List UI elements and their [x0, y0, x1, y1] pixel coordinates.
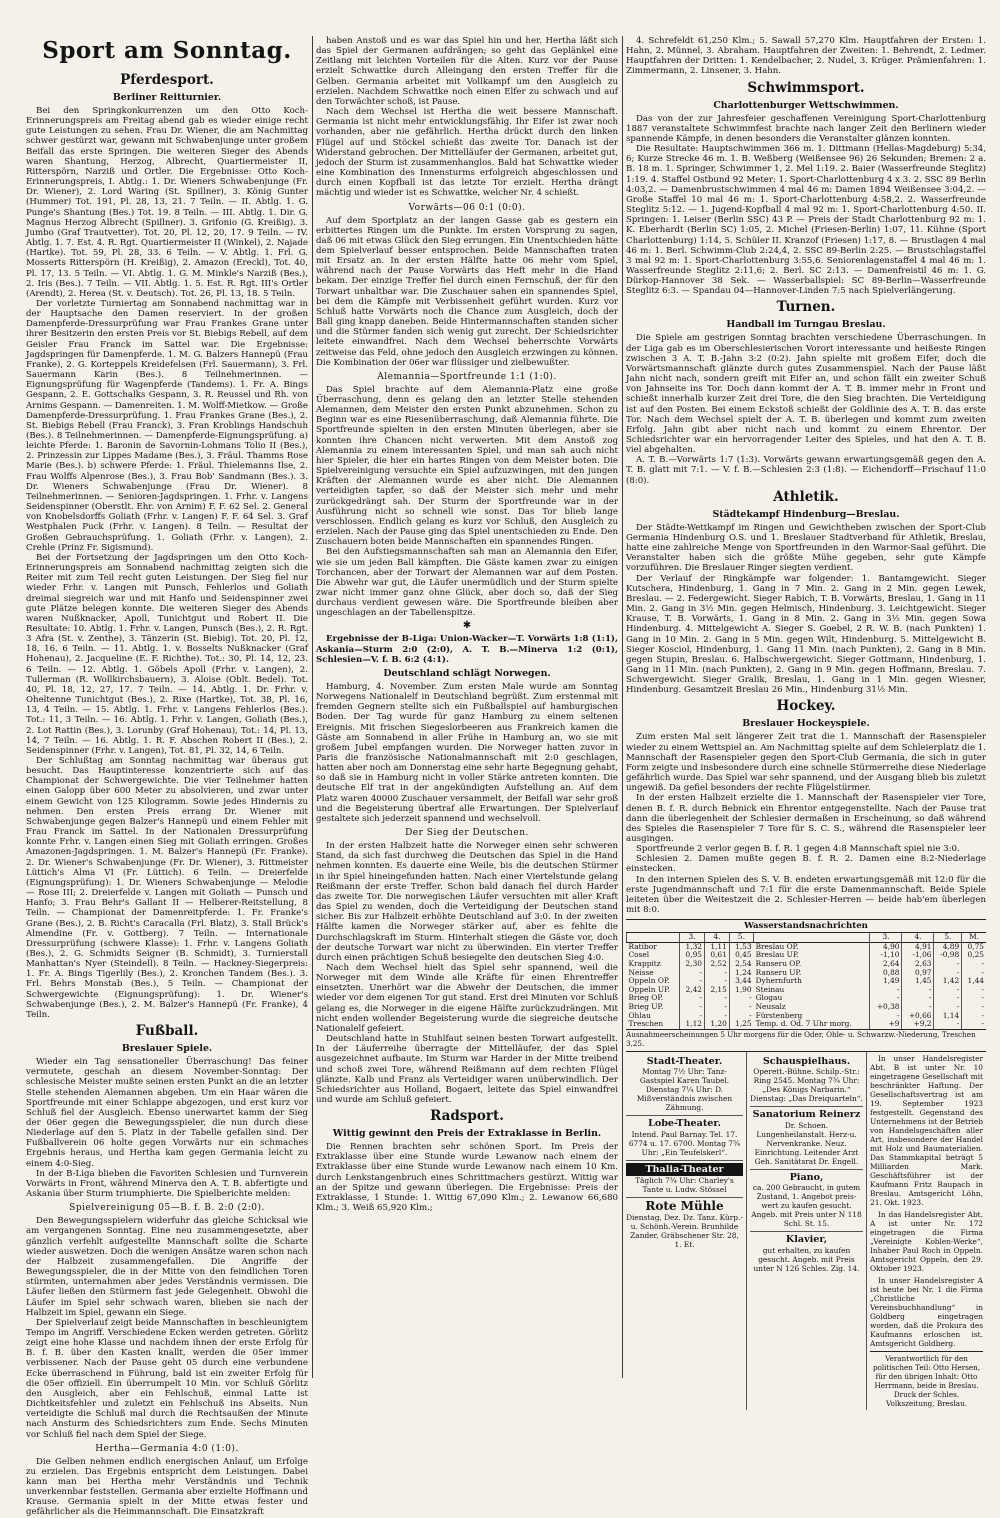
- subheading-sieg: Der Sieg der Deutschen.: [405, 828, 529, 839]
- section-heading-hockey: Hockey.: [776, 698, 836, 715]
- water-value: -: [934, 1020, 962, 1029]
- section-heading-turnen: Turnen.: [776, 299, 836, 316]
- ad-body: Operett.-Bühne. Schilp.-Str.: Ring 2545. Montag 7¾ Uhr: „Des Königs Narbarin.“ Dienstag: „Das Dreiquarteln“.: [750, 1067, 863, 1104]
- article-paragraph: Deutschland hatte in Stuhlfaut seinen besten Torwart aufgestellt. In der Läuferreihe überragte der Mittelläufer, der das Spiel ausgezeichnet aufbaute. Im Sturm war Harder in der Mitte treibend und schoß zwei Tore, während Reißmann auf dem rechten Flügel glänzte. Kalb und Franz als Verteidiger waren unüberwindlich. Der Schiedsrichter aus Holland, Bogaert, leitete das Spiel einwandfrei und wurde am Schluß gefeiert.: [316, 1034, 618, 1105]
- columns: [26, 36, 986, 1518]
- water-value: 1,25: [729, 1020, 753, 1029]
- water-value: -: [902, 986, 934, 995]
- ad-title: Lobe-Theater.: [648, 1118, 721, 1130]
- ad-piano[interactable]: [750, 1170, 863, 1233]
- water-station: Treschen: [628, 1019, 664, 1029]
- water-value: 1,90: [729, 986, 753, 995]
- water-value: -: [934, 969, 962, 978]
- water-value: 1,12: [680, 1020, 705, 1029]
- water-station: Oppeln OP.: [628, 976, 670, 986]
- water-value: -: [962, 1003, 986, 1012]
- water-table-title: Wasserstandsnachrichten: [626, 919, 986, 933]
- section-heading-radsport: Radsport.: [430, 1108, 504, 1125]
- water-col-header: 3.: [680, 933, 705, 942]
- ad-title: Stadt-Theater.: [646, 1055, 723, 1067]
- article-paragraph: In der ersten Halbzeit hatte die Norweger einen sehr schweren Stand, da sich fast durchweg die Deutschen das Spiel in die Hand nehmen konnten. Es dauerte eine Weile, bis die deutschen Stürmer in ihr Spiel hineingefunden hatten. Nach einer Viertelstunde gelang Reißmann der erste Treffer. Schon bald danach fiel durch Harder das zweite Tor. Die norwegischen Läufer versuchten mit aller Kraft das Spiel zu wenden, doch die Verteidigung der Deutschen stand sicher. Bis zur Halbzeit erhöhte Deutschland auf 3:0. In der zweiten Hälfte kamen die Norweger stärker auf, aber es fehlte die Durchschlagskraft im Sturm. Hinterhalt stiegen die Gäste vor, doch der deutsche Torwart war nicht zu überwinden. Ein vierter Treffer durch einen prächtigen Schuß besiegelte den deutschen Sieg 4:0.: [316, 841, 618, 963]
- water-value: 1,53: [729, 942, 753, 951]
- water-col-header: 3.: [870, 933, 902, 942]
- water-table-row: [627, 951, 987, 960]
- article-paragraph: Bei den Springkonkurrenzen um den Otto Koch-Erinnerungspreis am Freitag abend gab es wieder einige recht gute Leistungen zu sehen. Frau Dr. Wiener, die am Nachmittag schwer gestürzt war, gewann mit Schwabenjunge unter großem Beifall das erste Springen. Die weiteren Sieger des Abends waren Shantung, Herzog, Albrecht, Quartiermeister II, Ritterspörn, Narziß und Ortler. Die Ergebnisse: Otto Koch-Erinnerungspreis, I. Abtlg.: 1. Dr. Wieners Schwabenjunge (Fr. Dr. Wiener), 2. Lord Waring (St. Spillner), 3. König Gunter (Hummer) Tot. 191, Pl. 28, 13, 21. 7 Teiln. — II. Abtlg. 1. G. Punge's Shantung (Bes.) Tot. 19. 8 Teiln. — III. Abtlg. 1. Dir. G. Magnus Herzog Albrecht (Spillner). 3. Grifonio (G. Kreißig). 3. Jumbo (Graf Trautvetter). Tot. 20, Pl. 12, 20, 17. 9 Teiln. — IV. Abtlg. 1. 7. Est. 4. R. Rgt. Quartiermeister II (Winkel), 2. Najade (Hartke). Tot. 59, Pl. 28, 33. 6 Teiln. — V. Abtlg. 1. Frl. G. Mosserts Ritterspörn (H. Kreißig), 2. Amazon (Ereckl), Tot. 40, Pl. 17, 13. 5 Teiln. — VI. Abtlg. 1. G. M. Minkle's Narziß (Bes.), 2. Iris (Bes.). 7 Teiln. — VII. Abtlg. 1. 5. Est. R. Rgt. III's Ortler (Arendt), 2. Herea (St. v. Deutsch). Tot. 26, Pl. 13, 18. 5 Teiln.: [26, 106, 308, 299]
- water-value: +9,2: [902, 1020, 934, 1029]
- ad-title: Sanatorium Reinerz: [752, 1109, 861, 1121]
- water-value: -: [729, 1012, 753, 1021]
- water-station: Cosel: [628, 950, 650, 960]
- section-heading-athletik: Athletik.: [773, 488, 839, 505]
- water-value: -: [962, 1020, 986, 1029]
- ad-title: Rote Mühle: [645, 1199, 724, 1214]
- water-value: -: [680, 1012, 705, 1021]
- article-paragraph: Die Spiele am gestrigen Sonntag brachten verschiedene Überraschungen. In der Liga gab es im Oberschlesierischen Vorort interessante und heißeste Ringen zwischen 3 A. T. B.-Jahn 3:2 (0:2). Jahn spielte mit großem Eifer, doch die Vorwärtsmannschaft glänzte durch gutes Zusammenspiel. Nach der Pause läßt Jahn nicht nach, sondern greift mit Eifer an, und schon fällt ein zweiter Schuß von Jahnseite ins Tor. Doch dann kommt der A. T. B. immer mehr in Front und schießt innerhalb kurzer Zeit drei Tore, die den Sieg brachten. Die Verteidigung ist auf den Posten. Bei einem Eckstoß schießt der Goldlinie des A. T. B. das erste Tor. Nach dem Wechsel spielt der A. T. B. überlegen und kommt zum zweiten Erfolg. Jahn gibt aber nicht nach und kommt zu einem Ehrentor. Der Schiedsrichter war ein hervorragender Leiter des Spieles, und hat den A. T. B. viel abgehalten.: [626, 333, 986, 456]
- legal-notice: In unser Handelsregister A ist heute bei Nr. 1 die Firma „Christliche Vereinsbuchhandlung“ in Goldberg eingetragen worden, daß die Prokura des Kaufmanns erloschen ist. Amtsgericht Goldberg.: [870, 1275, 983, 1348]
- water-level-table: [626, 933, 986, 1029]
- water-value: 0,61: [704, 951, 729, 960]
- water-value: +0,38: [870, 1003, 902, 1012]
- article-paragraph: Bei den Aufstiegsmannschaften sah man an Alemannia den Eifer, wie sie um jeden Ball kämpften. Die Gäste kamen zwar zu einigen Torchancen, aber der Torwart der Alemannen war auf dem Posten. Die Abwehr war gut, die Läufer unermüdlich und der Sturm spielte zwar nicht immer ganz ohne Glück, aber doch so, daß der Sieg durchaus verdient gewesen wäre. Die Sportfreunde bleiben aber ungeschlagen an der Tabellenspitze.: [316, 547, 618, 619]
- ad-body: Montag 7½ Uhr: Tanz-Gastspiel Karen Taubel. Dienstag 7¼ Uhr: D. Mißverständnis zwischen Zähmung.: [636, 1067, 733, 1113]
- subheading-breslauer-spiele: Breslauer Spiele.: [121, 1043, 213, 1055]
- article-paragraph: Der Schlußtag am Sonntag nachmittag war überaus gut besucht. Das Hauptinteresse konzentrierte sich auf das Championat der Schwergewichte. Die vier Teilnehmer hatten einen Galopp über 600 Meter zu absolvieren, und zwar unter einem Gewicht von 125 Kilogramm. Sowie jedes Hindernis zu nehmen. Den ersten Preis errang Dr. Wiener mit Schwabenjunge gegen Balzer's Hannepü und einem Fehler mit Frau Franck im Sattel. In der Nationalen Dressurprüfung konnte Frhr. v. Langen einen Sieg mit Goliath erringen. Großes Amazonen-Jagdspringen. 1. M. Balzer's Hannepü (Fr. Franke). 2. Dr. Wiener's Schwabenjunge (Fr. Dr. Wiener), 3. Rittmeister Lüttich's Alma VI (Fr. Lüttich). 6 Teiln. — Dreierfelde (Eignungsprüfung): 1. Dr. Wieners Schwabenjunge — Melodie — Rose III; 2. Dreierfelde v. Langen mit Goliath — Punsch und Hanfo; 3. Frau Behr's Gallant II — Helberer-Reitstellung, 8 Teiln. — Championat der Damenreitpferde: 1. Fr. Franke's Grane (Bes.), 2. B. Richt's Caracalla (Frl. Blatz), 3. Stall Brück's Almendine (Fr. v. Gottberg). 7 Teiln. — Internationale Dressurprüfung (schwere Klasse): 1. Frhr. v. Langens Goliath (Bes.), 2. G. Schmidts Seigner (B. Schmidt), 3. Turnierstall Manhattan's Nyer (Steindell). 8 Teiln. — Hackney-Siegerpreis: 1. Fr. A. Bings Tigerlily (Bes.), 2. Kronchen Tandem (Bes.). 3. Frl. Behrs Monstab (Bes.), 5 Teiln. — Championat der Schwergewichte (Eignungsprüfung): 1. Dr. Wiener's Schwabenjunge (Bes.), 2. M. Balzer's Hannepü (Fr. Franke), 4 Teiln.: [26, 756, 308, 1020]
- water-value: 2,15: [704, 986, 729, 995]
- water-station: Glogau: [755, 993, 783, 1003]
- separator-star-icon: ✱: [462, 620, 472, 632]
- water-station: Brieg UP.: [628, 1002, 664, 1011]
- article-paragraph: Das Spiel brachte auf dem Alemannia-Platz eine große Überraschung, denn es gelang den an letzter Stelle stehenden Alemannen, dem Meister den ersten Punkt abzunehmen. Schon zu Beginn war es eine Riesenüberraschung, daß Alemannia führte. Die Sportfreunde spielten in den ersten Minuten überlegen, aber sie konnten ihre Chancen nicht verwerten. Mit dem Anstoß zog Alemannia zu einem interessanten Spiel, und man sah auch nicht hier Spieler, die hier ein hartes Ringen von dem Meister boten. Die Spielvereinigung versuchte ein Spiel aufzuzwingen, mit den jungen Kräften der Alemannen wurde es aber nicht. Die Alemannen verteidigten tapfer, so daß der Meister sich mehr und mehr zurückgedrängt sah. Der Sturm der Sportfreunde war in der Ausführung nicht so schnell wie sonst. Das Tor blieb lange verschlossen. Endlich gelang es kurz vor Schluß, den Ausgleich zu erzielen. Nach der Pause ging das Spiel unentschieden zu Ende. Den Zuschauern boten beide Mannschaften ein spannendes Ringen.: [316, 384, 618, 548]
- water-value: 0,45: [729, 951, 753, 960]
- match-title: Hertha—Germania 4:0 (1:0).: [95, 1443, 239, 1454]
- ad-body: Intend. Paul Barnay. Tel. 17. 6774 u. 17. 6700. Montag 7¾ Uhr: „Ein Teufelskerl“.: [628, 1129, 741, 1157]
- legal-notice: In das Handelsregister Abt. A ist unter Nr. 172 eingetragen die Firma „Vereinigte Kohlen-Werke“, Inhaber Paul Roch in Oppeln. Amtsgericht Oppeln, den 29. Oktober 1923.: [870, 1209, 983, 1273]
- water-value: 4,90: [870, 942, 902, 951]
- water-station: Ratibor: [628, 941, 657, 951]
- water-station: Steinau: [755, 984, 785, 994]
- subheading-handball: Handball im Turngau Breslau.: [726, 319, 886, 331]
- article-paragraph: Der vorletzte Turniertag am Sonnabend nachmittag war in der Hauptsache den Damen reserviert. In der großen Damenpferde-Dressurprüfung war Frau Frankes Grane unter ihrer Besitzerin den ersten Preis vor St. Biebigs Rebell, auf dem Geisler Frau Franck im Sattel war. Die Ergebnisse: Jagdspringen für Damenpferde. 1. M. G. Balzers Hannepü (Frau Franke), 2. G. Korteppels Kreidefelsen (Frl. Sauermann), 3. Frl. Sauermann Karin (Bes.). 8 Teilnehmerinnen. — Eignungsprüfung für Wagenpferde (Tandems). 1. Fr. A. Bings Gespann, 2. E. Gottschalks Gespann, 3. R. Reussel und Rh. von Arnims Gespann. — Damenreiten. 1. M. Wolff-Mietkow. — Große Damenpferde-Dressurprüfung. 1. Frau Frankes Grane (Bes.), 2. St. Biebigs Rebell (Frau Franck), 3. Fran Kroblings Handschuh (Bes.). 8 Teilnehmerinnen. — Damenpferde-Eignungsprüfung. a) leichte Pferde: 1. Baronin de Savornin-Lohmans Tolio II (Bes.), 2. Prinzessin zur Lippes Madame (Bes.), 3. Fräul. Thamms Rose Marie (Bes.). b) schwere Pferde: 1. Fräul. Thielemanns Ilse, 2. Frau Wolffs Alpenrose (Bes.), 3. Frau Bob' Sandmann (Bes.). 3. Dr. Wieners Schwabenjunge (Frau Dr. Wiener). 8 Teilnehmerinnen. — Senioren-Jagdspringen. 1. Frhr. v. Langens Seidenspinner (Oberstlt. Ehr. von Arnim) F. F. 62 Sel. 2. General von Knobelsdorffs Goliath (Frhr. v. Langen) F. F. 64 Sel. 3. Graf Westphalen Puck (Frhr. v. Langen). 8 Teiln. — Resultat der Großen Gebrauchsprüfung. 1. Goliath (Frhr. v. Langen), 2. Crehle (Prinz Fr. Sigismund).: [26, 298, 308, 553]
- water-station: Brieg OP.: [628, 993, 664, 1003]
- ad-title: Piano,: [789, 1171, 824, 1183]
- article-paragraph: haben Anstoß und es war das Spiel hin und her. Hertha läßt sich das Spiel der Germanen aufdrängen; so geht das Geplänkel eine Zeitlang mit leichten Vorteilen für die Alten. Kurz vor der Pause erzielt Schwattke durch Alleingang den ersten Treffer für die Gelben. Germania arbeitet mit Vollkampf um den Ausgleich zu erzielen. Nachdem Schwattke noch einen Elfer zu schwach und auf den Torwächter schoß, ist Pause.: [316, 36, 618, 107]
- water-station: Breslau UP.: [755, 950, 799, 960]
- water-value: 1,49: [870, 977, 902, 986]
- water-col-header: 4.: [704, 933, 729, 942]
- article-paragraph: Wieder ein Tag sensationeller Überraschung! Das feiner vermutete, geschah an diesem November-Sonntag: Der schlesische Meister mußte seinen ersten Punkt an die an letzter Stelle stehenden Alemannen abgeben. Um ein Haar wären die Sportfreunde mit einer Schlappe abgezogen, und erst kurz vor Schluß fiel der Ausgleich. Ebenso unerwartet kamm der Sieg der 06er gegen die Bewegungsspieler, die nun durch diese Niederlage auf den 5. Platz in der Tabelle gefallen sind. Der Fußballverein 06 holte gegen Vorwärts nur ein schmaches Ergebnis heraus, und Hertha kam gegen Germania leicht zu einem 4:0-Sieg.: [26, 1057, 308, 1169]
- ad-title: Klavier,: [785, 1234, 828, 1246]
- article-paragraph: Das von der zur Jahresfeier geschaffenen Vereinigung Sport-Charlottenburg 1887 veranstaltete Schwimmfest brachte nach langer Zeit den Berlinern wieder spannende Kämpfe, in denen besonders die Veranstalter glänzen konnten.: [626, 113, 986, 144]
- article-paragraph: Der Städte-Wettkampf im Ringen und Gewichtheben zwischen der Sport-Club Germania Hindenburg O.S. und 1. Breslauer Stadtverband für Athletik, Breslau, hatte eine zahlreiche Menge von Sportfreunden in den Warmor-Saal geführt. Die Veranstalter haben sich die größte Mühe gegeben, sehr gute Kämpfe vorzuführen. Die Breslauer Ringer siegten verdient.: [626, 522, 986, 574]
- water-value: +0,66: [902, 1012, 934, 1021]
- subheading-wettschwimmen: Charlottenburger Wettschwimmen.: [713, 99, 899, 111]
- water-value: 4,89: [934, 942, 962, 951]
- article-paragraph: Bei der Fortsetzung der Jagdspringen um den Otto Koch-Erinnerungspreis am Sonnabend nachmittag zeigten sich die Reiter mit zum Teil recht guten Leistungen. Der Sieg fiel nur wieder Frhr. v. Langen mit Punsch, Fehlerlos und Goliath dreimal siegreich war und mit Hanfo und Seidenspinner zwei gute Plätze belegen konnte. Die weiteren Sieger des Abends waren Nußknacker, Apoll, Tunichtgut und Robert II. Die Resultate: 10. Abtlg. 1. Frhr. v. Langen, Punsch (Bes.), 2. R. Rgt. 3 Afra (St. v. Zenthe), 3. Tänzerin (St. Biebig). Tot. 20, Pl. 12, 18, 16. 6 Teiln. — 11. Abtlg. 1. v. Bosselts Nußknacker (Graf Hohenau), 2. Jacqueline (E. F. Richthe). Tot.: 30, Pl. 14, 12, 23. 6 Teiln. — 12. Abtlg. 1. Göbels Apoll (Frhr. v. Langen), 2. Tullerman (R. Wollkirchsbauern), 3. Aloise (Oblt. Bedel). Tot. 40, Pl. 18, 12, 27, 17. 7 Teiln. — 14. Abtlg. 1. Dr. Frhr. v. Oheltenne Tunichtgut (Bes.), 2. Rixe (Hartke), Tot. 38, Pl. 16, 13, 4 Teiln. — 15. Abtlg. 1. Frhr. v. Langens Fehlerlos (Bes.). Tot.: 11, 3 Teiln. — 16. Abtlg. 1. Frhr. v. Langen, Goliath (Bes.), 2. Lot Rattin (Bes.), 3. Lorunby (Graf Hohenau), Tot.: 14, Pl. 13, 14, 7 Teiln. — 16. Abtlg. 1. R. F. Abschen Robert II (Bes.), 2. Seidenspinner (Frhr. v. Langen), Tot. 81, Pl. 32, 14, 6 Teiln.: [26, 552, 308, 756]
- results-line: Ergebnisse der B-Liga: Union-Wacker—T. Vorwärts 1:8 (1:1), Askania—Sturm 2:0 (2:0), A. T. B.—Minerva 1:2 (0:1), Schlesien—V. f. B. 6:2 (4:1).: [316, 634, 618, 665]
- article-paragraph: In den internen Spielen des S. V. B. endeten erwartungsgemäß mit 12:0 für die erste Jugendmannschaft und 7:1 für die erste Damenmannschaft. Beide Spiele leiteten über die Weitestzeit die 2. Schlesier-Herren — beide hab'em überlegen mit 8:0.: [626, 874, 986, 916]
- water-station: Ranseru UP.: [755, 967, 802, 977]
- water-table-row: [627, 942, 987, 951]
- article-paragraph: Nach dem Wechsel hielt das Spiel sehr spannend, weil die Norweger mit dem Winde alle Kräfte für einen Ehrentreffer einsetzten. Unerhört war die Abwehr der Deutschen, die immer wieder vor dem eigenen Tor gut stand. Erst drei Minuten vor Schluß gelang es, die Norweger in die eigene Hälfte zurückzudrängen. Mit nicht enden wollender Begeisterung wurde die siegreiche deutsche Nationalelf gefeiert.: [316, 962, 618, 1034]
- water-station: Fürstenberg: [755, 1010, 803, 1020]
- imprint: Verantwortlich für den politischen Teil: Otto Hersen, für den übrigen Inhalt: Otto Herrmann, beide in Breslau. Druck der Schles. Volkszeitung, Breslau.: [870, 1351, 983, 1408]
- water-value: -: [680, 969, 705, 978]
- water-value: -: [729, 994, 753, 1003]
- water-value: 1,32: [680, 942, 705, 951]
- water-station: Neusalz: [755, 1002, 786, 1011]
- water-value: 2,54: [729, 960, 753, 969]
- column-rule: [622, 36, 623, 1378]
- water-table-row: [627, 1020, 987, 1029]
- water-value: -0,98: [934, 951, 962, 960]
- water-value: -: [870, 1012, 902, 1021]
- water-value: -: [934, 1003, 962, 1012]
- ad-rote-muehle[interactable]: [626, 1198, 743, 1252]
- water-col-header: [754, 933, 870, 942]
- section-heading-deutschland-norwegen: Deutschland schlägt Norwegen.: [383, 667, 551, 679]
- water-table-row: [627, 994, 987, 1003]
- ad-stadt-theater[interactable]: [626, 1054, 743, 1117]
- water-value: 2,52: [704, 960, 729, 969]
- water-value: -: [704, 977, 729, 986]
- article-paragraph: In der B-Liga blieben die Favoriten Schlesien und Turnverein Vorwärts in Front, während Minerva den A. T. B. abfertigte und Askania über Sturm triumphierte. Die Spielberichte melden:: [26, 1168, 308, 1200]
- water-value: 0,75: [962, 942, 986, 951]
- ad-sanatorium[interactable]: [750, 1107, 863, 1170]
- water-col-header: M.: [962, 933, 986, 942]
- article-paragraph: Hamburg, 4. November. Zum ersten Male wurde am Sonntag Norwegens Nationalelf in Deutschland begrüßt. Zum erstenmal mit fremden Gegnern stellte sich ein Fußballspiel auf hamburgischen Boden. Der Tag wurde für ganz Hamburg zu einem seltenen Ereignis. Mit frischen Siegeslorbeeren aus Frankreich kamen die Gäste am Sonnabend in aller Frühe in Hamburg an, wo sie mit großem Jubel empfangen wurden. Die Norweger hatten zuvor in Paris die französische Nationalmannschaft mit 2:0 geschlagen, hatten aber noch am Donnerstag eine sehr harte Begegnung gehabt, so daß sie in Hamburg nicht in voller Stärke antreten konnten. Die deutsche Elf trat in der angekündigten Aufstellung an. Auf dem Platz waren 40000 Zuschauer versammelt, der Beifall war sehr groß und die Begeisterung übertraf alle Erwartungen. Der Spielverlauf gestaltete sich jederzeit spannend und wechselvoll.: [316, 681, 618, 824]
- article-paragraph: Die Rennen brachten sehr schönen Sport. Im Preis der Extraklasse über eine Stunde wurde Lewanow nach einem der Extraklasse über eine Stunde wurde Lewanow nach einem 10 Km. durch Lenkstangenbruch eines Schrittmachers gestürzt. Wittig war an der Spitze und gewann überlegen. Die Ergebnisse: Preis der Extraklasse, 1 Stunde: 1. Wittig 67,090 Klm.; 2. Lewanow 66,680 Klm.; 3. Weiß 65,920 Klm.;: [316, 1142, 618, 1214]
- ad-title: Thalia-Theater: [626, 1163, 743, 1177]
- water-col-header: [627, 933, 680, 942]
- section-heading-schwimmsport: Schwimmsport.: [747, 79, 865, 96]
- water-value: -: [870, 986, 902, 995]
- column-2: [316, 36, 618, 1518]
- water-table-row: [627, 1003, 987, 1012]
- water-value: -: [962, 960, 986, 969]
- water-value: 3,44: [729, 977, 753, 986]
- water-value: 4,91: [902, 942, 934, 951]
- water-value: -1,06: [902, 951, 934, 960]
- water-value: 0,25: [962, 951, 986, 960]
- water-value: -: [934, 960, 962, 969]
- water-value: -: [962, 986, 986, 995]
- column-1: [26, 36, 308, 1518]
- water-value: -: [729, 1003, 753, 1012]
- water-table-header: [627, 933, 987, 942]
- ad-lobe-theater[interactable]: [626, 1116, 743, 1161]
- water-station: Breslau OP.: [755, 941, 799, 951]
- ad-column: [746, 1052, 866, 1410]
- subheading-hockeyspiele: Breslauer Hockeyspiele.: [742, 718, 870, 730]
- water-value: -: [962, 969, 986, 978]
- water-station: Temp. d. Od. 7 Uhr morg.: [755, 1019, 852, 1029]
- subheading-wittig: Wittig gewinnt den Preis der Extraklasse in Berlin.: [332, 1128, 602, 1140]
- advertisements: [626, 1051, 986, 1408]
- water-table-body: [627, 942, 987, 1028]
- column-3: [626, 36, 986, 1518]
- article-paragraph: Die Resultate: Hauptschwimmen 366 m. 1. Dittmann (Hellas-Magdeburg) 5:34, 6; Kurze Strecke 46 m. 1. B. Weßberg (Weißensee 96) 26 Sekunden; Bremen: 2 a. B. 18 m. 1. Springer, Schwimmer 1, 2. Mel 1:19. 2. Baier (Wasserfreunde Steglitz) 1:19. 4. Staffel Ostbund 92 Meter: 1. Sport-Charlottenburg 4 x 3. 2. SSC 89 Berlin 4:03,2. — Damenbrustschwimmen 4 mal 46 m: Damen 1894 Weißensee 3:04,2. — Große Staffel 10 mal 46 m: 1. Sport-Charlottenburg 4:58,2. 2. Wasserfreunde Steglitz 5:12. — 1. Jugend-Kopfball 4 mal 92 m: 1. Sport-Charlottenburg 4:50. II. Springen: 1. Leiser (Berlin SSC) 43 P. — Preis der Stadt Charlottenburg 92 m: 1. K. Eberhardt (Berlin SC) 1:05, 2. Michel (Friesen-Berlin) 1:07, 11. Kühne (Sport Charlottenburg) 1:14, 5. Schüler II. Kranzof (Friesen) 1:17, 8. — Brustlagen 4 mal 46 m: 1. Berl. Schwimm-Club 2:24,4, 2. SSC 89-Berlin 2:25. — Brustschlagstaffel 3 mal 92 m: 1. Sport-Charlottenburg 3:55,6. Seniorenlagenstaffel 4 mal 46 m: 1. Wasserfreunde Steglitz 2:11,6; 2. Berl. SC 2:13. — Damenfreistil 46 m: 1. G. Dürkop-Hannover 38 Sek. — Wasserballspiel: SC 89-Berlin—Wasserfreunde Steglitz 6:3. — Spandau 04—Hannover-Linden 7:5 nach Spielverlängerung.: [626, 144, 986, 297]
- water-value: 1,44: [962, 977, 986, 986]
- water-value: -: [902, 994, 934, 1003]
- water-value: -1,10: [870, 951, 902, 960]
- water-value: -: [962, 1012, 986, 1021]
- water-value: 0,88: [870, 969, 902, 978]
- article-paragraph: Die Gelben nehmen endlich energischen Anlauf, um Erfolge zu erzielen. Das Ergebnis entspricht dem Leistungen. Dabei kann man bei Hertha mehr Verständnis und Technik unverkennbar feststellen. Germania aber erzielte Hoffmann und Krause. Germania spielt in der Mitte etwas fester und gefährlicher als die Heimmannschaft. Die Einsatzkraft: [26, 1456, 308, 1518]
- water-station: Oppeln UP.: [628, 984, 670, 994]
- water-value: 0,97: [902, 969, 934, 978]
- article-paragraph: 4. Schrefeldt 61,250 Klm.; 5. Sawall 57,270 Klm. Hauptfahren der Ersten: 1. Hahn, 2. Münnel, 3. Abraham. Hauptfahren der Zweiten: 1. Behrendt, 2. Ledmer. Hauptfahren der Dritten: 1. Kendelbacher, 2. Nudel, 3. Krüger. Prämienfahren: 1. Zimmermann, 2. Linsener, 3. Hahn.: [626, 36, 986, 77]
- article-paragraph: In der ersten Halbzeit erzielte die 1. Mannschaft der Rasenspieler vier Tore, denen B. f. R. durch Bebnick ein Ehrentor entgegenstellte. Nach der Pause trat dann die überlegenheit der Schlesier dermaßen in Erscheinung, so daß während des Spieles die Rasenspieler 7 Tore für S. C. S., während die Rasenspieler leer ausgingen.: [626, 793, 986, 844]
- water-value: 1,20: [704, 1020, 729, 1029]
- section-heading-fussball: Fußball.: [135, 1023, 199, 1040]
- water-value: -: [704, 969, 729, 978]
- ad-body: Täglich 7¾ Uhr: Charley's Tante u. Ludw. Stössel: [635, 1176, 734, 1195]
- water-value: 1,45: [902, 977, 934, 986]
- water-station: Ranseru OP.: [755, 959, 802, 969]
- legal-notices: [866, 1052, 986, 1410]
- section-heading-pferdesport: Pferdesport.: [120, 72, 214, 88]
- water-value: -: [704, 994, 729, 1003]
- ad-body: Dienstag, Dez. Dz. Tanz. Kürp.-u. Schönh.-Verein. Brunhilde Zander, Gräbschener Str. 28, 1. Et.: [626, 1213, 743, 1250]
- water-value: 1,11: [704, 942, 729, 951]
- ad-klavier[interactable]: [750, 1232, 863, 1276]
- water-value: 2,42: [680, 986, 705, 995]
- water-station: Krappitz: [628, 959, 661, 969]
- match-title: Alemannia—Sportfreunde 1:1 (1:0).: [377, 371, 557, 382]
- article-paragraph: Nach dem Wechsel ist Hertha die weit bessere Mannschaft. Germania ist nicht mehr entwicklungsfähig. Ihr Eifer ist zwar noch vorhanden, aber nie gefährlich. Hertha drückt durch den linken Flügel auf und Stöckel schießt das zweite Tor. Danach ist der Widerstand gebrochen. Der Mittelläufer der Germanen, arbeitet gut, jedoch der Sturm ist zusammenhanglos. Bald hat Schwattke wieder eine Kombination des Innensturms erfolgreich abgeschlossen und durch einen Kopfball ist das letzte Tor erzielt. Hertha drängt mächtig und wieder ist es Schwattke, welcher Nr. 4 schießt.: [316, 107, 618, 199]
- water-value: 1,24: [729, 969, 753, 978]
- ad-body: Dr. Schoen. Lungenheilanstalt. Herz-u. Nervenkranke. Neuz. Einrichtung. Leitender Arzt Geh. Sanitätsrat Dr. Engell.: [754, 1120, 859, 1166]
- article-paragraph: Sportfreunde 2 verlor gegen B. f. R. 1 gegen 4:8 Mannschaft spiel nie 3:0.: [636, 844, 960, 855]
- article-paragraph: Der Verlauf der Ringkämpfe war folgender: 1. Bantamgewicht. Sieger Kutschera, Hindenburg, 1. Gang in 7 Min. 2. Gang in 2 Min. gegen Lewek, Breslau. — 2. Federgewicht. Sieger Rabich, T. B. Vorwärts, Breslau, 1. Gang in 11 Min. 2. Gang in 3½ Min. gegen Helmisch, Hindenburg. 3. Leichtgewicht. Sieger Krause, T. B. Vorwärts, 1. Gang in 8 Min. 2. Gang in 3½ Min. gegen Sowa Hindenburg. 4. Mittelgewicht A. Sieger S. Goebel, 2 R. W. B. (nach Punkten) 1. Gang in 10 Min. 2. Gang in 5 Min. gegen Wilt, Hindenburg. 5. Mittelgewicht B. Sieger Kosciol, Hindenburg, 1. Gang 11 Min. (nach Punkten), 2. Gang in 8 Min. gegen Stupin, Breslau. 6. Halbschwergewicht. Sieger Gottmann, Hindenburg, 1. Gang in 11 Min. (nach Punkten), 2. Gang in 9 Min. gegen Hoffmann, Breslau. 7. Schwergewicht. Sieger Gralik, Breslau, 1. Gang in 1 Min. gegen Wiesner, Hindenburg. Gesamtzeit Breslau 26 Min., Hindenburg 31½ Min.: [626, 573, 986, 696]
- subheading-staedtekampf: Städtekampf Hindenburg—Breslau.: [712, 508, 900, 520]
- ad-body: gut erhalten, zu kaufen gesucht. Angeb. mit Preis unter N 126 Schles. Zig. 14.: [753, 1245, 860, 1273]
- water-table-row: [627, 986, 987, 995]
- water-value: -: [704, 1012, 729, 1021]
- subheading-reitturnier: Berliner Reitturnier.: [112, 92, 222, 103]
- match-title: Spielvereinigung 05—B. f. B. 2:0 (2:0).: [69, 1203, 265, 1214]
- water-col-header: 5.: [934, 933, 962, 942]
- water-value: 1,42: [934, 977, 962, 986]
- article-paragraph: Den Bewegungsspielern widerfuhr das gleiche Schicksal wie am vergangenen Sonntag. Eine neu zusammengesetzte, aber gänzlich verfehlt aufgestellte Mannschaft sollte die Scharte wieder auswetzen. Doch die wenigen Ansätze waren schon nach der Halbzeit zusammengefallen. Die Angriffe der Bewegungsspieler, die in der Mitte von den feindlichen Toren stürmten, unternahmen aber jedes Verständnis vermissen. Die Läufer ließen den Stürmern fast jede Gelegenheit. Obwohl die Läufer im Spiel sehr schwach waren, blieben sie nach der Halbzeit im Spiel, gewann ein Siege.: [26, 1216, 308, 1318]
- ad-schauspielhaus[interactable]: [750, 1054, 863, 1108]
- water-table-row: [627, 969, 987, 978]
- water-col-header: 5.: [729, 933, 753, 942]
- masthead: Sport am Sonntag.: [42, 37, 292, 64]
- column-rule: [312, 36, 313, 1378]
- water-col-header: 4.: [902, 933, 934, 942]
- article-paragraph: A. T. B.—Vorwärts 1:7 (1:3). Vorwärts gewann erwartungsgemäß gegen den A. T. B. glatt mit 7:1. — V. f. B.—Schlesien 2:3 (1:8). — Eichendorff—Frischauf 11:0 (8:0).: [626, 455, 986, 486]
- water-value: 1,14: [934, 1012, 962, 1021]
- water-value: -: [934, 986, 962, 995]
- ad-title: Schauspielhaus.: [762, 1055, 851, 1067]
- water-table-row: [627, 977, 987, 986]
- water-value: 0,95: [680, 951, 705, 960]
- water-station: Neisse: [628, 967, 654, 977]
- water-value: 2,63: [902, 960, 934, 969]
- water-value: -: [680, 977, 705, 986]
- article-paragraph: Zum ersten Mal seit längerer Zeit trat die 1. Mannschaft der Rasenspieler wieder zu einem Wettspiel an. Am Nachmittag spielte auf dem Schleierplatz die 1. Mannschaft der Rasenspieler gegen den Sport-Club Germania, die sich in guter Form zeigte und insbesondere durch eine schnelle Stürmerreihe diese Niederlage gefährlich wurde. Das Spiel war sehr spannend, und der Ausgang blieb bis zuletzt ungewiß. Da gefiel besonders der rechte Flügelstürmer.: [626, 732, 986, 794]
- water-value: -: [902, 1003, 934, 1012]
- water-table-footnote: Ausnahmeerscheinungen 5 Uhr morgens für die Oder, Ohle- u. Schwarzw.-Niederung, Treschen 3,25.: [626, 1029, 986, 1048]
- ad-thalia-theater[interactable]: [626, 1161, 743, 1199]
- water-station: Dyhernfurth: [755, 976, 802, 986]
- water-value: -: [962, 994, 986, 1003]
- water-table-row: [627, 960, 987, 969]
- water-value: -: [704, 1003, 729, 1012]
- match-title: Vorwärts—06 0:1 (0:0).: [408, 202, 526, 213]
- water-station: Ohlau: [628, 1010, 651, 1020]
- water-value: -: [870, 994, 902, 1003]
- water-value: -: [934, 994, 962, 1003]
- ad-body: ca. 200 Gebraucht, in gutem Zustand, 1. Angebot preis-wert zu kaufen gesucht. Angeb. mit Preis unter N 118 Schl. St. 15.: [751, 1183, 862, 1229]
- water-value: +9: [870, 1020, 902, 1029]
- article-paragraph: Schlesien 2. Damen mußte gegen B. f. R. 2. Damen eine 8:2-Niederlage einstecken.: [626, 854, 986, 875]
- legal-notice: In unser Handelsregister Abt. B ist unter Nr. 10 eingetragene Gesellschaft mit beschränkter Haftung. Der Gesellschaftsvertrag ist am 19. September 1923 festgestellt. Gegenstand des Unternehmens ist der Betrieb von Handelsgeschäften aller Art, insbesondere der Handel mit Holz und Baumaterialien. Das Stammkapital beträgt 5 Milliarden Mark. Geschäftsführer ist der Kaufmann Fritz Raupach in Breslau. Amtsgericht Löhn, 21. Okt. 1923.: [870, 1053, 983, 1207]
- water-value: -: [680, 994, 705, 1003]
- water-value: 2,64: [870, 960, 902, 969]
- article-paragraph: Der Spielverlauf zeigt beide Mannschaften in beschleunigtem Tempo im Angriff. Verschiedene Ecken werden getreten. Görlitz zeigt eine hohe Klasse und nachdem ihnen der erste Erfolg für B. f. B. über den Kasten knallt, werden die 05er immer verbissener. Nach der Pause geht 05 durch eine verbundene Ecke überraschend in Führung, bald ist ein zweiter Erfolg für die 05er offiziell. Ein überrumpelt 10 Min. vor Schluß Görlitz den Ausgleich, aber ein Fehlschuß, einmal Latte ist Dichtkeitsfehler und zuletzt ein Fehlschuß ins Abseits. Nun verteidigte die Schluß mal durch die Rechtsaußen der Minute nach Ansturm des Schiedsrichters zum Ende. Sechs Minuten vor Schluß fiel nach dem Spiel der Siege.: [26, 1317, 308, 1440]
- article-paragraph: Auf dem Sportplatz an der langen Gasse gab es gestern ein erbittertes Ringen um die Punkte. Im ersten Vorsprung zu sagen, daß 06 mit etwas Glück den Sieg errungen. Ein Unentschieden hätte dem Spielverlauf besser entsprochen. Beide Mannschaften traten mit Ersatz an. In der ersten Hälfte hatte 06 mehr vom Spiel, während nach der Pause Vorwärts das Heft mehr in die Hand bekam. Der einzige Treffer fiel durch einen Fernschuß, der für den Torwart unhaltbar war. Die Zuschauer sahen ein spannendes Spiel, bei dem die Kämpfe mit Verbissenheit geführt wurden. Kurz vor Schluß hatte Vorwärts noch die Chance zum Ausgleich, doch der Ball ging knapp daneben. Beide Hintermannschaften standen sicher und die Stürmer fanden sich wenig gut zurecht. Der Schiedsrichter leitete einwandfrei. Nach dem Wechsel beherrschte Vorwärts zeitweise das Feld, ohne jedoch den Ausgleich erzwingen zu können. Die Kombination der 06er war flüssiger und zielbewußter.: [316, 215, 618, 368]
- water-value: -: [680, 1003, 705, 1012]
- water-value: 2,30: [680, 960, 705, 969]
- ad-column: [626, 1052, 746, 1410]
